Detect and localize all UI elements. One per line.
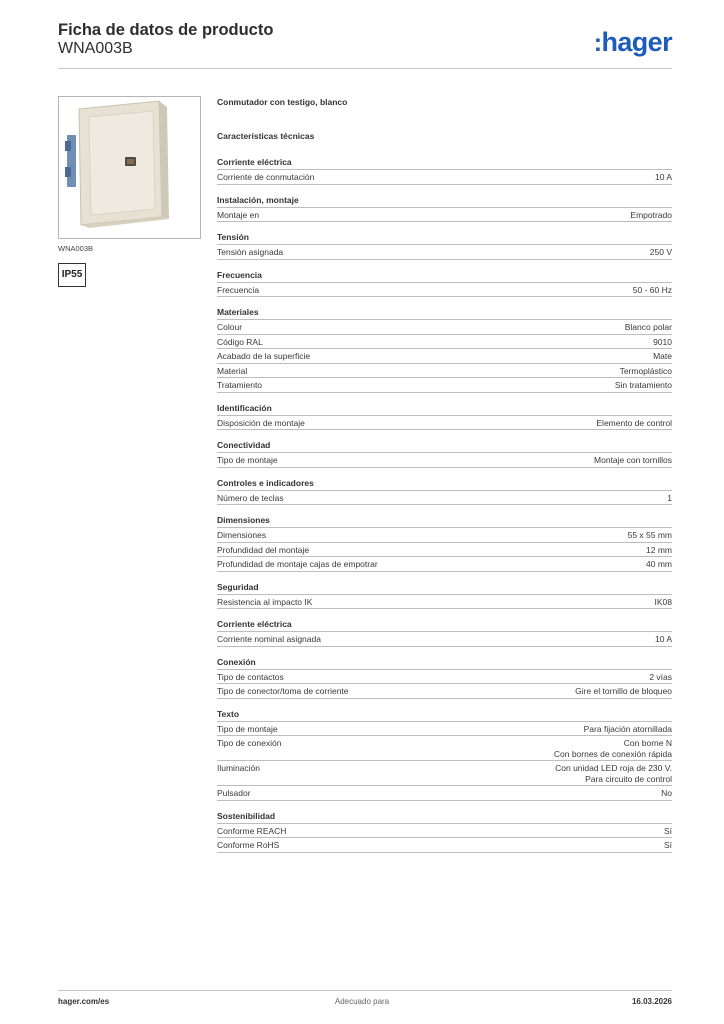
section-title: Corriente eléctrica (217, 156, 672, 170)
spec-section (217, 269, 672, 298)
spec-value: Con unidad LED roja de 230 V. Para circuito de control (555, 763, 672, 784)
spec-value: 2 vías (649, 671, 672, 682)
spec-label: Número de teclas (217, 492, 284, 503)
section-title: Frecuencia (217, 269, 672, 283)
spec-row (217, 245, 672, 260)
spec-label: Pulsador (217, 788, 251, 798)
spec-row (217, 722, 672, 737)
spec-row (217, 736, 672, 761)
spec-label: Acabado de la superficie (217, 351, 311, 361)
spec-value: Gire el tornillo de bloqueo (575, 686, 672, 696)
spec-row (217, 557, 672, 572)
spec-label: Tensión asignada (217, 247, 284, 257)
spec-section (217, 194, 672, 223)
spec-label: Conforme REACH (217, 825, 287, 836)
spec-section (217, 581, 672, 610)
product-reference: WNA003B (58, 40, 133, 57)
spec-value: Termoplástico (619, 365, 672, 376)
spec-row (217, 283, 672, 298)
spec-label: Resistencia al impacto IK (217, 596, 313, 607)
spec-section (217, 477, 672, 506)
spec-label: Tratamiento (217, 380, 263, 390)
section-title: Corriente eléctrica (217, 618, 672, 632)
spec-section (217, 656, 672, 699)
tech-heading: Características técnicas (217, 131, 315, 141)
product-title: Conmutador con testigo, blanco (217, 97, 348, 107)
spec-row (217, 349, 672, 364)
section-title: Identificación (217, 402, 672, 416)
spec-label: Disposición de montaje (217, 417, 305, 428)
spec-label: Colour (217, 322, 243, 332)
spec-row (217, 491, 672, 506)
brand-logo-text: hager (601, 27, 672, 57)
spec-row (217, 320, 672, 335)
spec-value: 1 (667, 492, 672, 503)
section-title: Seguridad (217, 581, 672, 595)
spec-value: IK08 (654, 596, 672, 607)
spec-value: 12 mm (646, 544, 672, 555)
spec-value: No (661, 788, 672, 798)
spec-row (217, 761, 672, 786)
header-divider (58, 68, 672, 69)
spec-label: Profundidad de montaje cajas de empotrar (217, 559, 378, 569)
section-title: Controles e indicadores (217, 477, 672, 491)
section-title: Instalación, montaje (217, 194, 672, 208)
section-title: Tensión (217, 231, 672, 245)
spec-section (217, 439, 672, 468)
spec-label: Tipo de montaje (217, 723, 278, 734)
spec-value: Para fijación atornillada (583, 723, 672, 734)
ip55-badge: IP55 (58, 263, 86, 287)
brand-logo: :hager (593, 27, 672, 57)
spec-row (217, 208, 672, 223)
spec-label: Corriente nominal asignada (217, 634, 321, 644)
spec-value: 250 V (649, 247, 672, 257)
spec-value: 50 - 60 Hz (632, 284, 672, 295)
spec-row (217, 528, 672, 543)
section-title: Conectividad (217, 439, 672, 453)
spec-value: 9010 (653, 336, 672, 347)
footer-website: hager.com/es (58, 997, 110, 1006)
spec-section (217, 708, 672, 801)
spec-section (217, 231, 672, 260)
spec-value: Con borne N Con bornes de conexión rápida (553, 738, 672, 759)
spec-value: Blanco polar (624, 322, 672, 332)
spec-value: 10 A (654, 634, 672, 644)
spec-label: Tipo de conector/toma de corriente (217, 686, 349, 696)
spec-row (217, 335, 672, 350)
spec-label: Tipo de contactos (217, 671, 284, 682)
spec-section (217, 514, 672, 572)
spec-value: Empotrado (630, 209, 672, 220)
spec-section (217, 618, 672, 647)
spec-row (217, 364, 672, 379)
spec-section (217, 306, 672, 393)
spec-section (217, 402, 672, 431)
spec-label: Corriente de conmutación (217, 172, 315, 182)
page-title: Ficha de datos de producto (58, 21, 274, 39)
section-title: Texto (217, 708, 672, 722)
spec-row (217, 684, 672, 699)
spec-label: Frecuencia (217, 284, 260, 295)
spec-row (217, 170, 672, 185)
spec-label: Profundidad del montaje (217, 544, 310, 555)
spec-value: Montaje con tornillos (594, 455, 672, 465)
spec-value: Mate (653, 351, 672, 361)
spec-value: Sí (663, 825, 672, 836)
spec-row (217, 670, 672, 685)
section-title: Dimensiones (217, 514, 672, 528)
spec-label: Dimensiones (217, 530, 267, 540)
spec-value: 10 A (654, 172, 672, 182)
spec-row (217, 378, 672, 393)
image-caption: WNA003B (58, 244, 94, 253)
spec-value: Sin tratamiento (614, 380, 672, 390)
spec-label: Código RAL (217, 336, 263, 347)
spec-row (217, 543, 672, 558)
spec-label: Montaje en (217, 209, 260, 220)
footer-note: Adecuado para (334, 997, 390, 1006)
spec-row (217, 595, 672, 610)
spec-value: Sí (663, 840, 672, 850)
spec-section (217, 810, 672, 853)
spec-label: Iluminación (217, 763, 260, 773)
spec-label: Conforme RoHS (217, 840, 280, 850)
section-title: Conexión (217, 656, 672, 670)
spec-section (217, 156, 672, 185)
spec-row (217, 416, 672, 431)
section-title: Sostenibilidad (217, 810, 672, 824)
product-image (58, 96, 201, 239)
spec-label: Tipo de conexión (217, 738, 282, 748)
spec-label: Material (217, 365, 248, 376)
footer-divider (58, 990, 672, 991)
spec-row (217, 786, 672, 801)
spec-content (217, 96, 672, 862)
spec-value: Elemento de control (596, 417, 672, 428)
spec-value: 55 x 55 mm (627, 530, 672, 540)
spec-row (217, 838, 672, 853)
section-title: Materiales (217, 306, 672, 320)
spec-row (217, 632, 672, 647)
spec-sections (217, 156, 672, 853)
spec-row (217, 824, 672, 839)
spec-label: Tipo de montaje (217, 455, 278, 465)
switch-illustration (59, 97, 200, 238)
spec-row (217, 453, 672, 468)
spec-value: 40 mm (646, 559, 672, 569)
footer-date: 16.03.2026 (631, 997, 672, 1006)
